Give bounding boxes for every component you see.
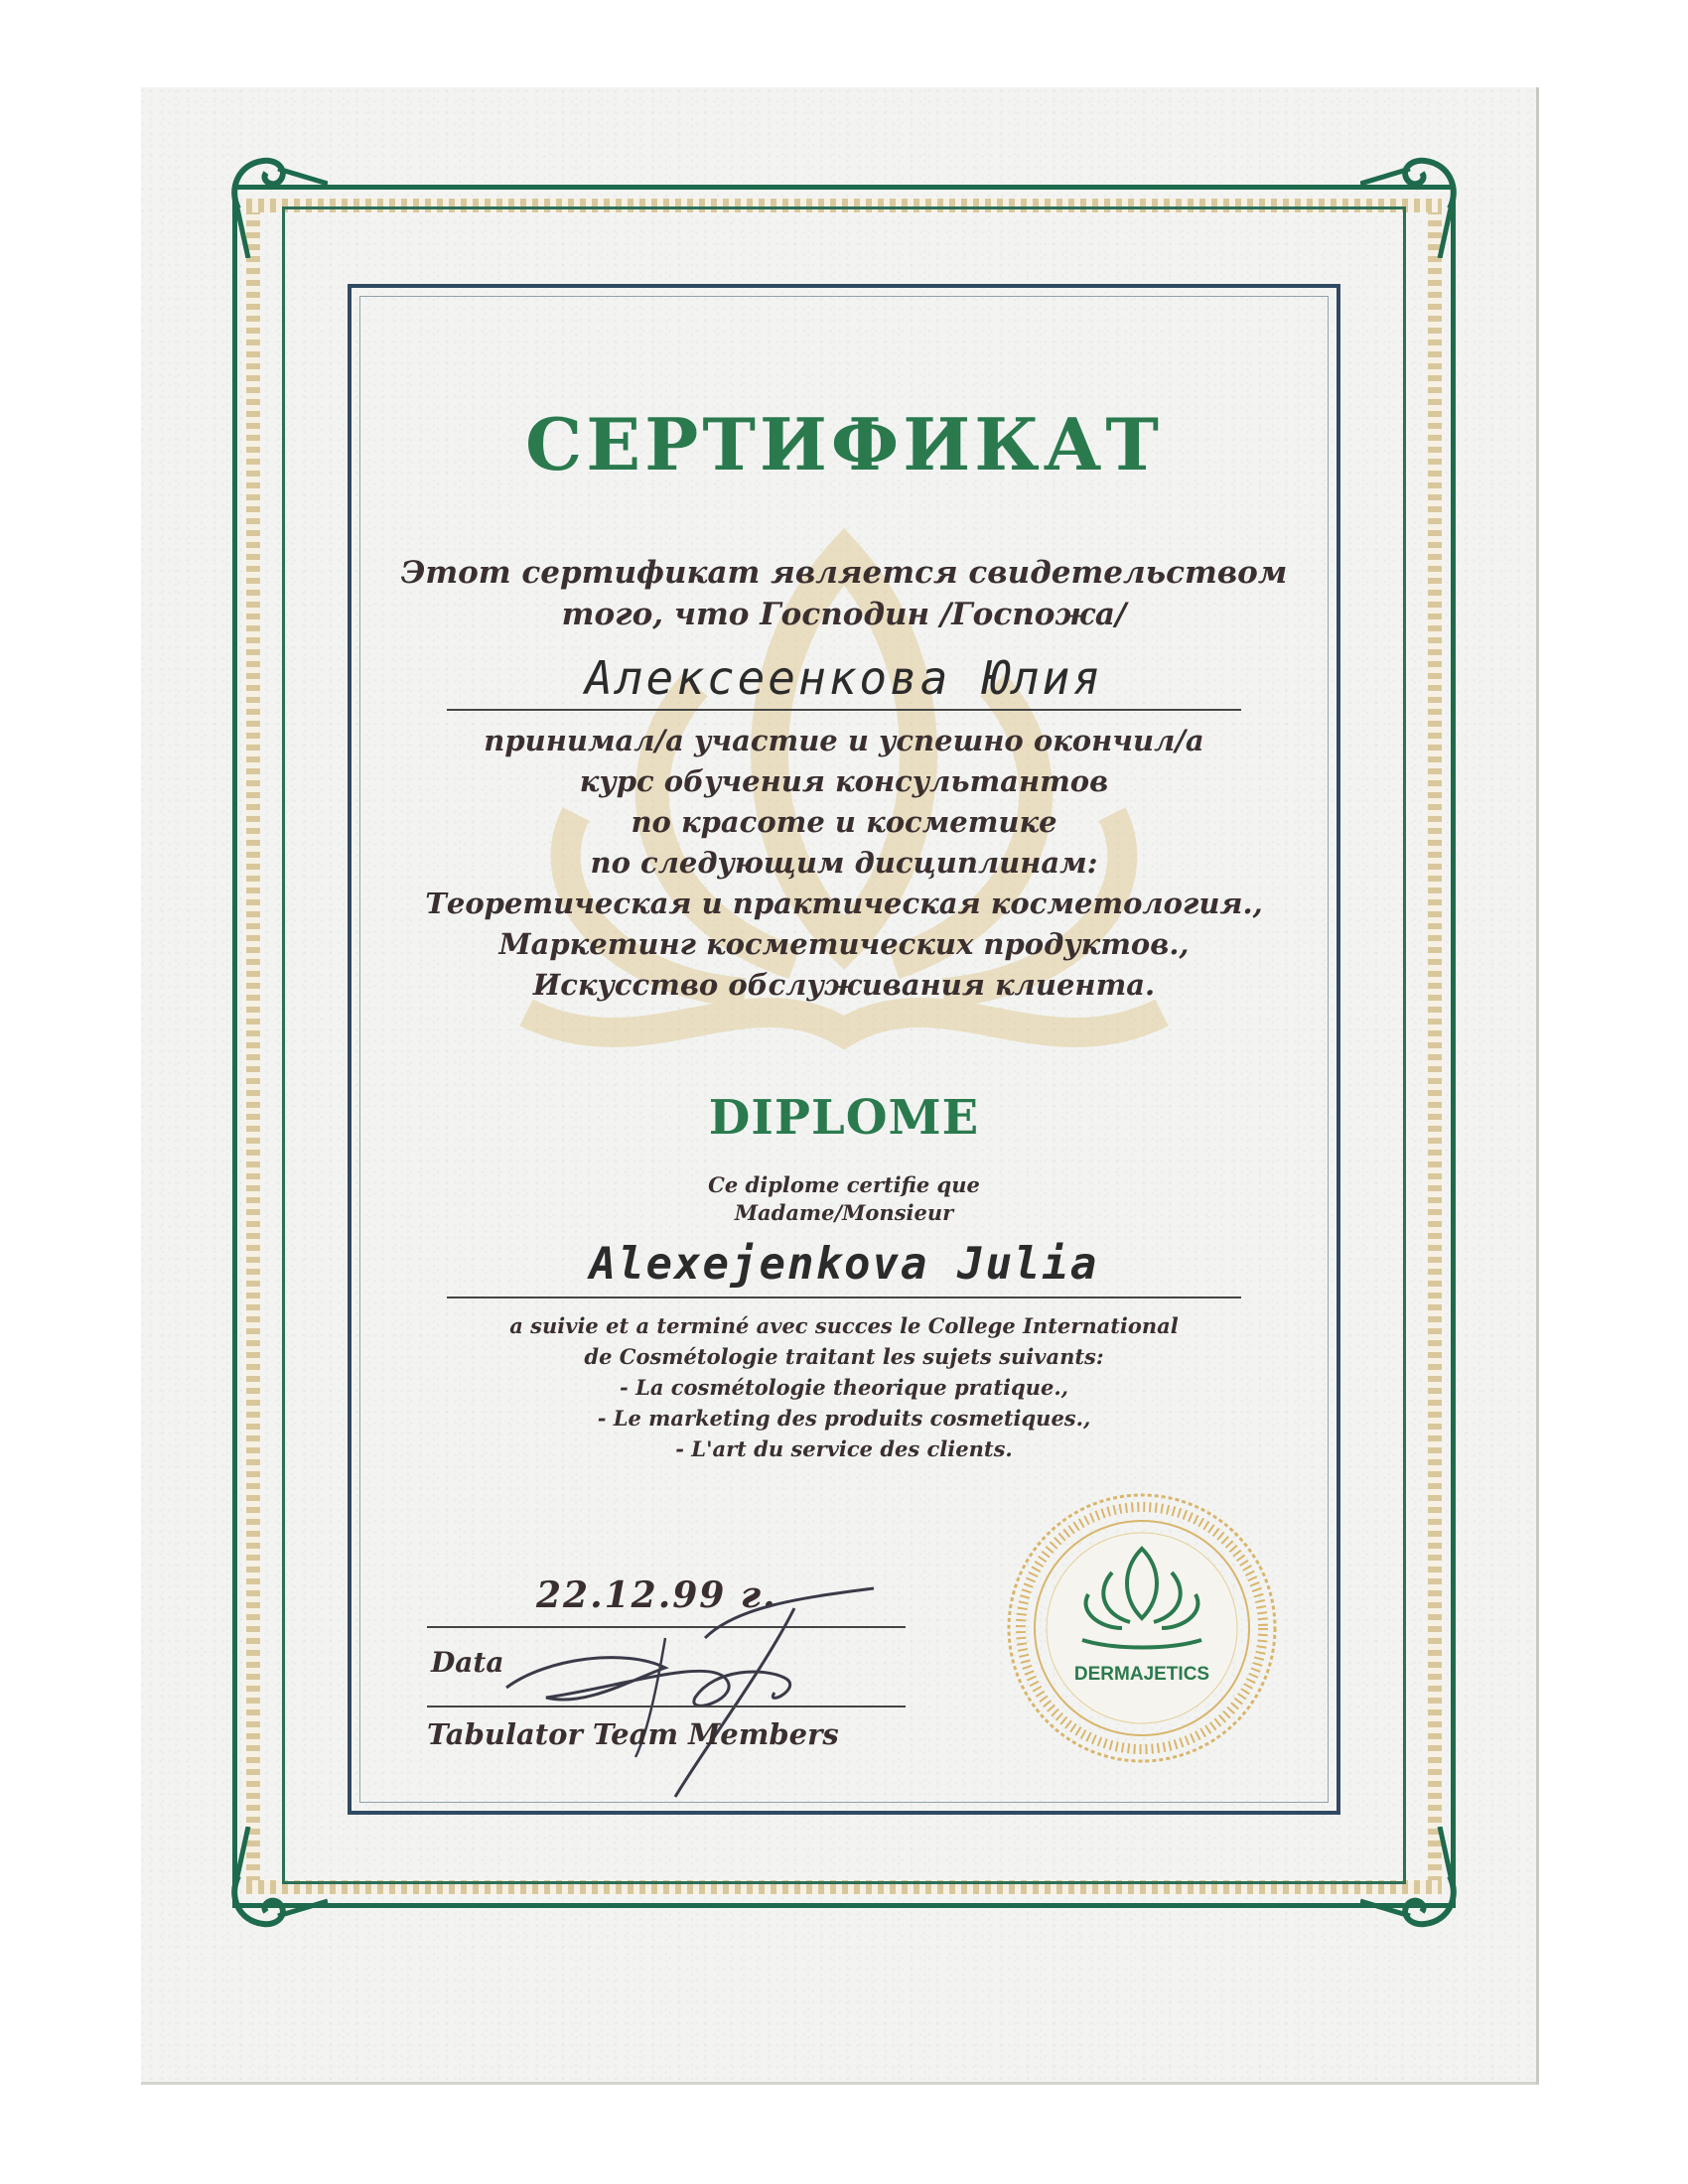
body-ru-line: по следующим дисциплинам:	[590, 846, 1098, 880]
dermajetics-seal-icon	[1005, 1491, 1279, 1765]
recipient-name-ru: Алексеенкова Юлия	[585, 651, 1103, 705]
recipient-name-fr: Alexejenkova Julia	[589, 1239, 1099, 1290]
team-members-label: Tabulator Team Members	[427, 1717, 839, 1751]
signature-underline	[427, 1706, 906, 1707]
intro-ru	[359, 552, 1329, 635]
certificate-title-ru: СЕРТИФИКАТ	[525, 402, 1163, 486]
body-fr-line: - L'art du service des clients.	[675, 1436, 1013, 1461]
intro-fr-line: Ce diplome certifie que	[708, 1172, 980, 1197]
body-ru	[359, 721, 1329, 1006]
corner-ornament-icon	[1360, 1827, 1470, 1936]
date-label: Data	[431, 1646, 504, 1679]
issue-date: 22.12.99 г.	[536, 1574, 777, 1616]
diplome-title-fr: DIPLOME	[708, 1090, 980, 1146]
name-fr-underline	[447, 1297, 1241, 1298]
body-fr-line: - La cosmétologie theorique pratique.,	[620, 1375, 1068, 1400]
intro-ru-line: Этот сертификат является свидетельством	[400, 555, 1288, 591]
signature-icon	[467, 1578, 884, 1807]
seal-brand-text: DERMAJETICS	[1073, 1664, 1210, 1685]
name-ru-underline	[447, 709, 1241, 711]
intro-ru-line: того, что Господин /Госпожа/	[561, 597, 1127, 632]
body-fr-line: a suivie et a terminé avec succes le College International	[509, 1313, 1179, 1338]
body-fr-line: - Le marketing des produits cosmetiques.,	[597, 1406, 1091, 1431]
body-ru-line: Теоретическая и практическая косметология.,	[425, 887, 1263, 920]
body-ru-line: курс обучения консультантов	[579, 764, 1109, 798]
body-fr	[359, 1310, 1329, 1464]
body-ru-line: по красоте и косметике	[631, 805, 1057, 839]
corner-ornament-icon	[218, 1827, 328, 1936]
intro-fr-line: Madame/Monsieur	[734, 1200, 954, 1225]
corner-ornament-icon	[1360, 149, 1470, 258]
corner-ornament-icon	[218, 149, 328, 258]
body-ru-line: Искусство обслуживания клиента.	[532, 968, 1156, 1002]
intro-fr	[359, 1171, 1329, 1227]
body-fr-line: de Cosmétologie traitant les sujets suivants:	[584, 1344, 1104, 1369]
body-ru-line: принимал/а участие и успешно окончил/а	[484, 724, 1204, 757]
body-ru-line: Маркетинг косметических продуктов.,	[498, 927, 1190, 961]
